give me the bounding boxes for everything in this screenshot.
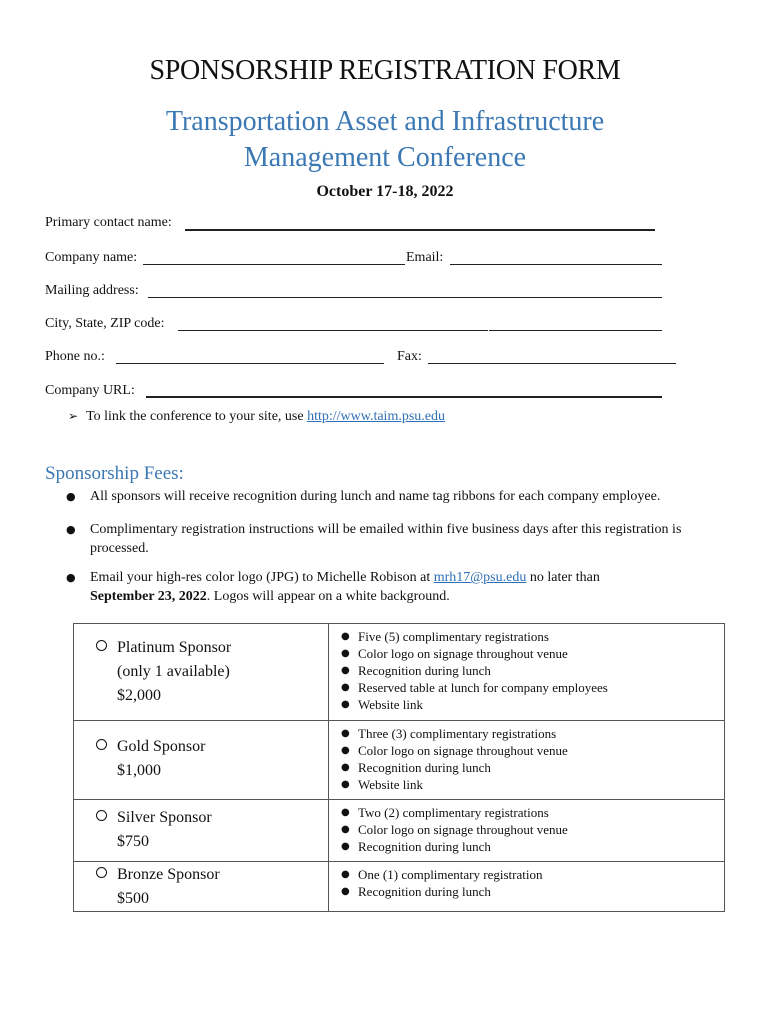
list-item: [62, 487, 732, 506]
tier-note: (only 1 available): [117, 663, 230, 680]
list-item: [62, 520, 732, 558]
fees-bullet-1: All sponsors will receive recognition during lunch and name tag ribbons for each company employee.: [90, 489, 661, 504]
list-item: ● Color logo on signage throughout venue: [341, 743, 568, 758]
link-note: [68, 409, 445, 425]
email-label: Email:: [406, 250, 444, 265]
fees-bullet-3-after: no later than: [529, 570, 600, 585]
logo-deadline: September 23, 2022: [90, 589, 207, 604]
list-item: ● Recognition during lunch: [341, 839, 491, 854]
fees-bullet-2: Complimentary registration instructions will be emailed within five business days after this registration is processed.: [90, 522, 682, 556]
arrow-bullet-icon: ➢: [68, 409, 79, 423]
bullet-icon: ●: [341, 779, 350, 790]
bronze-radio[interactable]: [96, 863, 117, 911]
bullet-icon: ●: [341, 699, 350, 710]
contact-email-link[interactable]: mrh17@psu.edu: [433, 570, 527, 585]
list-item: ● Reserved table at lunch for company employees: [341, 680, 608, 695]
silver-radio[interactable]: [96, 806, 117, 854]
bullet-icon: ●: [66, 571, 76, 584]
bullet-icon: ●: [66, 523, 76, 536]
company-url-label: Company URL:: [45, 383, 135, 398]
list-item: ● Recognition during lunch: [341, 760, 491, 775]
tier-price: $500: [117, 890, 149, 907]
tier-name: Platinum Sponsor: [117, 639, 232, 656]
list-item: ● Recognition during lunch: [341, 884, 491, 899]
bullet-icon: ●: [341, 682, 350, 693]
platinum-radio[interactable]: [96, 636, 117, 708]
bullet-icon: ●: [341, 886, 350, 897]
tier-price: $2,000: [117, 687, 161, 704]
benefits-list: [341, 804, 718, 855]
list-item: ● Five (5) complimentary registrations: [341, 629, 549, 644]
bullet-icon: ●: [341, 728, 350, 739]
form-title: SPONSORSHIP REGISTRATION FORM: [149, 55, 621, 86]
primary-contact-label: Primary contact name:: [45, 215, 172, 230]
tier-price: $750: [117, 833, 149, 850]
link-note-text: To link the conference to your site, use: [86, 409, 304, 424]
fax-label: Fax:: [397, 349, 422, 364]
company-name-label: Company name:: [45, 250, 138, 265]
fees-bullet-3-before: Email your high-res color logo (JPG) to Michelle Robison at: [90, 570, 431, 585]
conference-name-line2: Management Conference: [243, 142, 527, 173]
list-item: ● Website link: [341, 777, 424, 792]
city-state-zip-label: City, State, ZIP code:: [45, 316, 165, 331]
fees-bullet-3-end: . Logos will appear on a white background.: [206, 589, 450, 604]
bullet-icon: ●: [341, 807, 350, 818]
mailing-address-field[interactable]: [148, 297, 662, 298]
bullet-icon: ●: [341, 648, 350, 659]
gold-radio[interactable]: [96, 735, 117, 783]
phone-field[interactable]: [116, 363, 384, 364]
conference-name: [0, 104, 770, 176]
tier-price: $1,000: [117, 762, 161, 779]
sponsorship-fees-heading: Sponsorship Fees:: [45, 463, 184, 484]
conference-website-link[interactable]: http://www.taim.psu.edu: [307, 409, 445, 424]
bullet-icon: ●: [66, 490, 76, 503]
mailing-address-label: Mailing address:: [45, 283, 139, 298]
tier-name: Gold Sponsor: [117, 738, 206, 755]
conference-name-line1: Transportation Asset and Infrastructure: [165, 106, 605, 137]
bullet-icon: ●: [341, 869, 350, 880]
sponsor-tiers-table: [73, 623, 725, 912]
bullet-icon: ●: [341, 665, 350, 676]
table-row: [74, 721, 725, 800]
table-row: [74, 800, 725, 862]
bullet-icon: ●: [341, 841, 350, 852]
list-item: ● Color logo on signage throughout venue: [341, 646, 568, 661]
list-item: ● Two (2) complimentary registrations: [341, 805, 549, 820]
email-field[interactable]: [450, 264, 662, 265]
benefits-list: [341, 725, 718, 793]
bullet-icon: ●: [341, 745, 350, 756]
table-row: [74, 624, 725, 721]
city-state-field[interactable]: [178, 330, 488, 331]
bullet-icon: ●: [341, 824, 350, 835]
list-item: ● Recognition during lunch: [341, 663, 491, 678]
table-row: [74, 862, 725, 912]
benefits-list: [341, 628, 718, 713]
fax-field[interactable]: [428, 363, 676, 364]
phone-label: Phone no.:: [45, 349, 105, 364]
list-item: ● Color logo on signage throughout venue: [341, 822, 568, 837]
list-item: ● Website link: [341, 697, 424, 712]
primary-contact-field[interactable]: [185, 229, 655, 231]
conference-date: October 17-18, 2022: [316, 183, 454, 200]
list-item: ● One (1) complimentary registration: [341, 867, 543, 882]
tier-name: Bronze Sponsor: [117, 866, 220, 883]
tier-name: Silver Sponsor: [117, 809, 212, 826]
zip-code-field[interactable]: [489, 330, 662, 331]
company-url-field[interactable]: [146, 396, 662, 398]
benefits-list: [341, 866, 718, 900]
fees-bullet-list: [62, 487, 732, 614]
bullet-icon: ●: [341, 631, 350, 642]
bullet-icon: ●: [341, 762, 350, 773]
list-item: [62, 568, 732, 606]
list-item: ● Three (3) complimentary registrations: [341, 726, 557, 741]
company-name-field[interactable]: [143, 264, 405, 265]
